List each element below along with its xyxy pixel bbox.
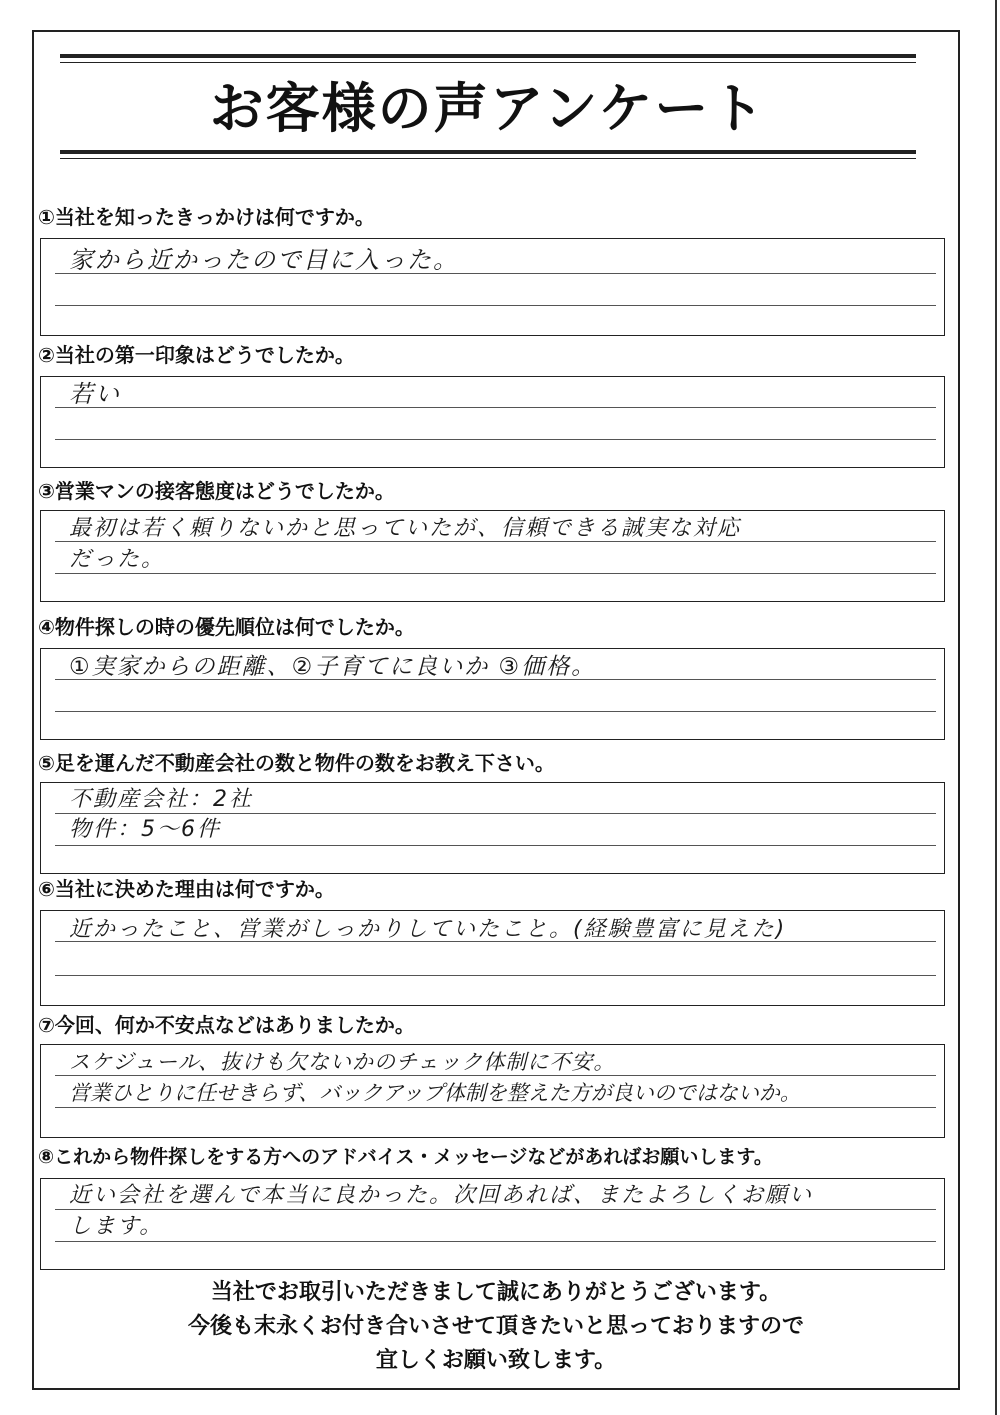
answer-line [55,975,936,976]
answer-line [55,305,936,306]
title-top-rule-thin [60,62,916,63]
answer-box-1 [40,238,945,336]
answer-5-line-2: 物件：5〜6件 [69,817,221,842]
answer-box-5 [40,782,945,874]
answer-box-8 [40,1178,945,1270]
question-8-label: ⑧これから物件探しをする方へのアドバイス・メッセージなどがあればお願いします。 [38,1146,773,1168]
question-5-label: ⑤足を運んだ不動産会社の数と物件の数をお教え下さい。 [38,751,555,775]
title-bottom-rule [60,150,916,154]
answer-line [55,439,936,440]
answer-box-2 [40,376,945,468]
answer-box-4 [40,648,945,740]
answer-3-line-1: 最初は若く頼りないかと思っていたが、信頼できる誠実な対応 [69,516,742,541]
answer-7-line-1: スケジュール、抜けも欠ないかのチェック体制に不安。 [69,1050,616,1074]
question-2-label: ②当社の第一印象はどうでしたか。 [38,343,355,367]
survey-title: お客様の声アンケート [209,77,767,140]
answer-line [55,711,936,712]
title-bottom-rule-thin [60,158,916,159]
answer-2-line-1: 若い [69,380,121,408]
question-3-label: ③営業マンの接客態度はどうでしたか。 [38,479,395,503]
question-6-label: ⑥当社に決めた理由は何ですか。 [38,877,335,901]
answer-box-7 [40,1044,945,1138]
answer-6-line-1: 近かったこと、営業がしっかりしていたこと。(経験豊富に見えた) [69,917,787,942]
question-4-label: ④物件探しの時の優先順位は何でしたか。 [38,615,415,639]
answer-7-line-2: 営業ひとりに任せきらず、バックアップ体制を整えた方が良いのではないか。 [69,1081,801,1105]
answer-8-line-2: します。 [69,1214,164,1239]
footer-message-line-3: 宜しくお願い致します。 [375,1348,617,1373]
answer-5-line-1: 不動産会社：2社 [69,787,253,812]
answer-line [55,573,936,574]
answer-line [55,1241,936,1242]
answer-1-line-1: 家から近かったので目に入った。 [69,246,459,274]
question-1-label: ①当社を知ったきっかけは何ですか。 [38,205,375,229]
footer-message-line-2: 今後も末永くお付き合いさせて頂きたいと思っておりますので [187,1314,804,1339]
answer-line [55,407,936,408]
answer-box-6 [40,910,945,1006]
answer-line [55,845,936,846]
title-top-rule [60,54,916,58]
answer-4-line-1: ①実家からの距離、②子育てに良いか ③価格。 [69,654,597,680]
page-edge-line [995,0,997,1415]
question-7-label: ⑦今回、何か不安点などはありましたか。 [38,1013,415,1037]
footer-message-line-1: 当社でお取引いただきまして誠にありがとうございます。 [210,1280,782,1305]
answer-3-line-2: だった。 [69,547,166,572]
answer-8-line-1: 近い会社を選んで本当に良かった。次回あれば、またよろしくお願い [69,1183,814,1208]
answer-box-3 [40,510,945,602]
